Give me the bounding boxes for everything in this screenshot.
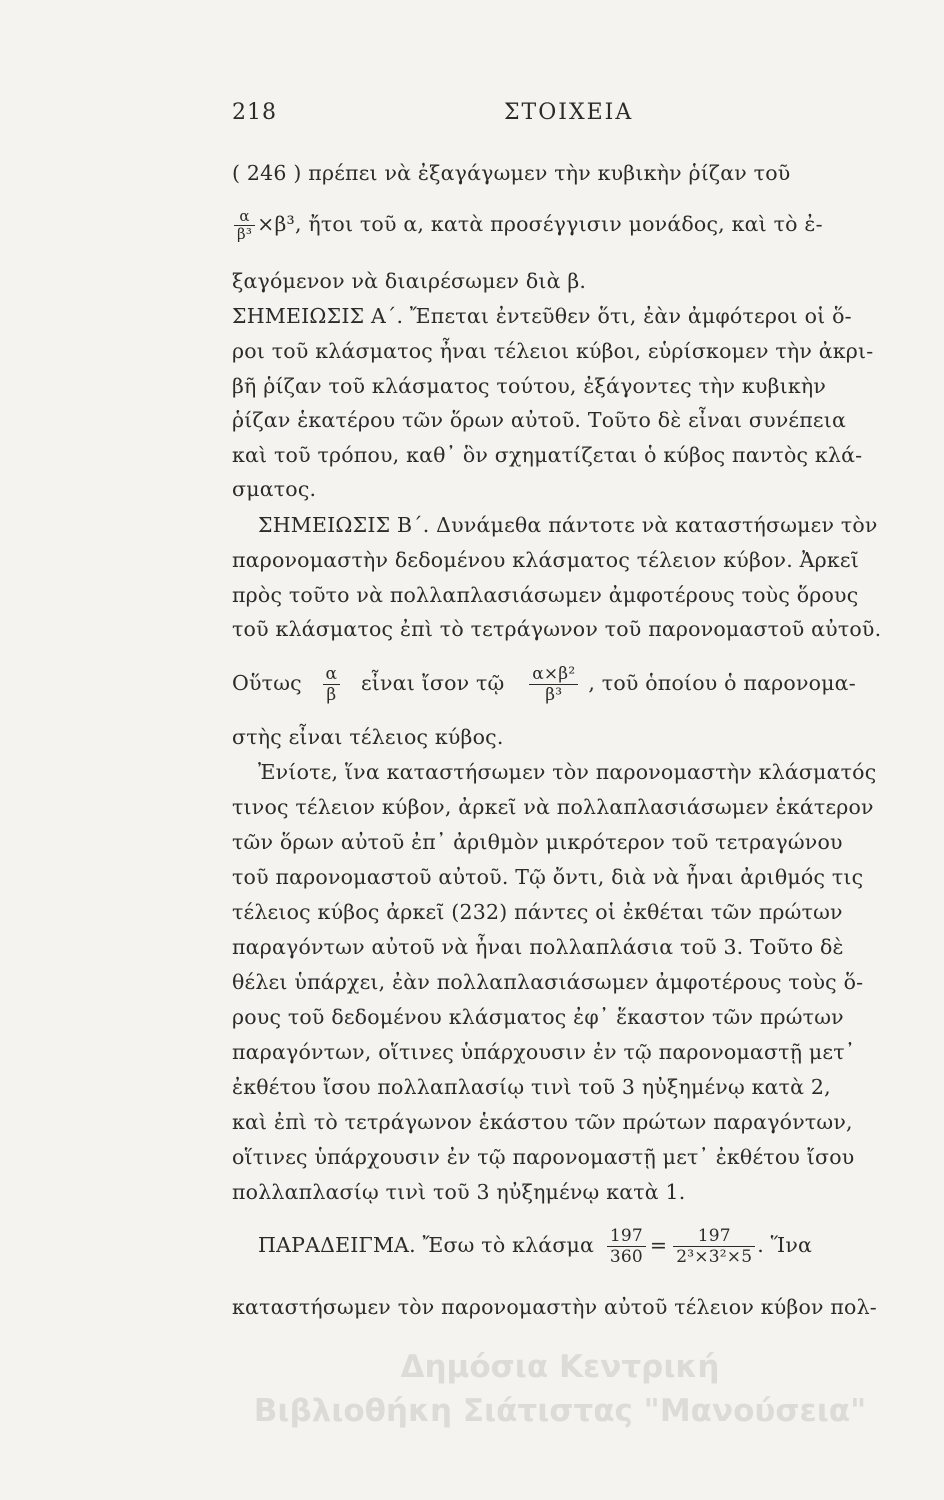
fraction-denominator: β³ bbox=[545, 685, 563, 705]
fraction-197-over-factored bbox=[673, 1226, 755, 1267]
fraction-denominator: 360 bbox=[609, 1247, 643, 1267]
fraction-numerator: α bbox=[323, 664, 341, 685]
text-segment: ΠΑΡΑΔΕΙΓΜΑ. Ἔσω τὸ κλάσμα bbox=[258, 1233, 595, 1257]
library-watermark-line-1: Δημόσια Κεντρική bbox=[400, 1349, 720, 1385]
page-number: 218 bbox=[232, 100, 277, 125]
text-line-with-fraction bbox=[232, 208, 892, 243]
fraction-denominator: β³ bbox=[237, 225, 253, 243]
text-line: τέλειος κύβος ἀρκεῖ (232) πάντες οἱ ἐκθέται τῶν πρώτων bbox=[232, 900, 843, 924]
text-line: πρὸς τοῦτο νὰ πολλαπλασιάσωμεν ἀμφοτέρους τοὺς ὅρους bbox=[232, 583, 859, 607]
text-line: ( 246 ) πρέπει νὰ ἐξαγάγωμεν τὴν κυβικὴν ῥίζαν τοῦ bbox=[232, 161, 791, 185]
text-line: ΣΗΜΕΙΩΣΙΣ Α΄. Ἔπεται ἐντεῦθεν ὅτι, ἐὰν ἀμφότεροι οἱ ὅ- bbox=[232, 304, 852, 328]
text-line: ΣΗΜΕΙΩΣΙΣ Β΄. Δυνάμεθα πάντοτε νὰ καταστήσωμεν τὸν bbox=[258, 513, 878, 537]
fraction-a-over-b bbox=[323, 664, 341, 705]
text-line: τῶν ὅρων αὐτοῦ ἐπ᾽ ἀριθμὸν μικρότερον τοῦ τετραγώνου bbox=[232, 830, 843, 854]
text-line: ξαγόμενον νὰ διαιρέσωμεν διὰ β. bbox=[232, 269, 587, 293]
fraction-denominator: 2³×3²×5 bbox=[676, 1247, 753, 1267]
equals-sign: = bbox=[649, 1233, 668, 1257]
text-line: καὶ ἐπὶ τὸ τετράγωνον ἑκάστου τῶν πρώτων παραγόντων, bbox=[232, 1110, 853, 1134]
text-line: ρους τοῦ δεδομένου κλάσματος ἐφ᾽ ἕκαστον τῶν πρώτων bbox=[232, 1005, 844, 1029]
text-line: βῆ ῥίζαν τοῦ κλάσματος τούτου, ἐξάγοντες τὴν κυβικὴν bbox=[232, 374, 827, 398]
fraction-numerator: α×β² bbox=[529, 664, 578, 685]
text-line-with-fractions bbox=[232, 664, 892, 705]
text-line: παραγόντων αὐτοῦ νὰ ἦναι πολλαπλάσια τοῦ 3. Τοῦτο δὲ bbox=[232, 935, 844, 959]
text-segment: Οὕτως bbox=[232, 671, 302, 695]
text-line: ροι τοῦ κλάσματος ἦναι τέλειοι κύβοι, εὑρίσκομεν τὴν ἀκρι- bbox=[232, 339, 874, 363]
text-line: ἐκθέτου ἴσου πολλαπλασίῳ τινὶ τοῦ 3 ηὐξημένῳ κατὰ 2, bbox=[232, 1075, 831, 1099]
fraction-ab2-over-b3 bbox=[529, 664, 578, 705]
text-segment: . Ἵνα bbox=[757, 1233, 813, 1257]
text-line-with-fractions bbox=[258, 1226, 918, 1267]
text-line: θέλει ὑπάρχει, ἐὰν πολλαπλασιάσωμεν ἀμφοτέρους τοὺς ὅ- bbox=[232, 970, 864, 994]
text-line: Ἐνίοτε, ἵνα καταστήσωμεν τὸν παρονομαστὴν κλάσματός bbox=[258, 760, 877, 784]
text-line: παραγόντων, οἵτινες ὑπάρχουσιν ἐν τῷ παρονομαστῇ μετ᾽ bbox=[232, 1040, 856, 1064]
text-segment: εἶναι ἴσον τῷ bbox=[360, 671, 505, 695]
text-line: στὴς εἶναι τέλειος κύβος. bbox=[232, 725, 504, 749]
text-line: τοῦ κλάσματος ἐπὶ τὸ τετράγωνον τοῦ παρονομαστοῦ αὐτοῦ. bbox=[232, 617, 882, 641]
text-line: τινος τέλειον κύβον, ἀρκεῖ νὰ πολλαπλασιάσωμεν ἑκάτερον bbox=[232, 795, 874, 819]
fraction-numerator: 197 bbox=[607, 1226, 646, 1247]
text-line: καταστήσωμεν τὸν παρονομαστὴν αὐτοῦ τέλειον κύβον πολ- bbox=[232, 1295, 877, 1319]
text-line: ῥίζαν ἑκατέρου τῶν ὅρων αὐτοῦ. Τοῦτο δὲ εἶναι συνέπεια bbox=[232, 408, 846, 432]
fraction-denominator: β bbox=[326, 685, 337, 705]
running-title: ΣΤΟΙΧΕΙΑ bbox=[504, 100, 634, 125]
fraction-197-over-360 bbox=[607, 1226, 646, 1267]
running-header bbox=[232, 100, 884, 130]
fraction-numerator: α bbox=[234, 208, 255, 226]
text-line: παρονομαστὴν δεδομένου κλάσματος τέλειον κύβον. Ἀρκεῖ bbox=[232, 548, 859, 572]
fraction-numerator: 197 bbox=[673, 1226, 755, 1247]
text-line: σματος. bbox=[232, 477, 317, 501]
text-line: τοῦ παρονομαστοῦ αὐτοῦ. Τῷ ὄντι, διὰ νὰ ἦναι ἀριθμός τις bbox=[232, 865, 864, 889]
text-line: πολλαπλασίῳ τινὶ τοῦ 3 ηὐξημένῳ κατὰ 1. bbox=[232, 1180, 686, 1204]
library-watermark-line-2: Βιβλιοθήκη Σιάτιστας "Μανούσεια" bbox=[253, 1393, 867, 1429]
text-segment: , τοῦ ὁποίου ὁ παρονομα- bbox=[588, 671, 856, 695]
text-segment: ×β³, ἤτοι τοῦ α, κατὰ προσέγγισιν μονάδος, καὶ τὸ ἐ- bbox=[257, 212, 823, 236]
text-line: οἵτινες ὑπάρχουσιν ἐν τῷ παρονομαστῇ μετ᾽ ἐκθέτου ἴσου bbox=[232, 1145, 855, 1169]
text-line: καὶ τοῦ τρόπου, καθ᾽ ὃν σχηματίζεται ὁ κύβος παντὸς κλά- bbox=[232, 443, 863, 467]
fraction-a-over-b-cubed bbox=[234, 208, 255, 243]
